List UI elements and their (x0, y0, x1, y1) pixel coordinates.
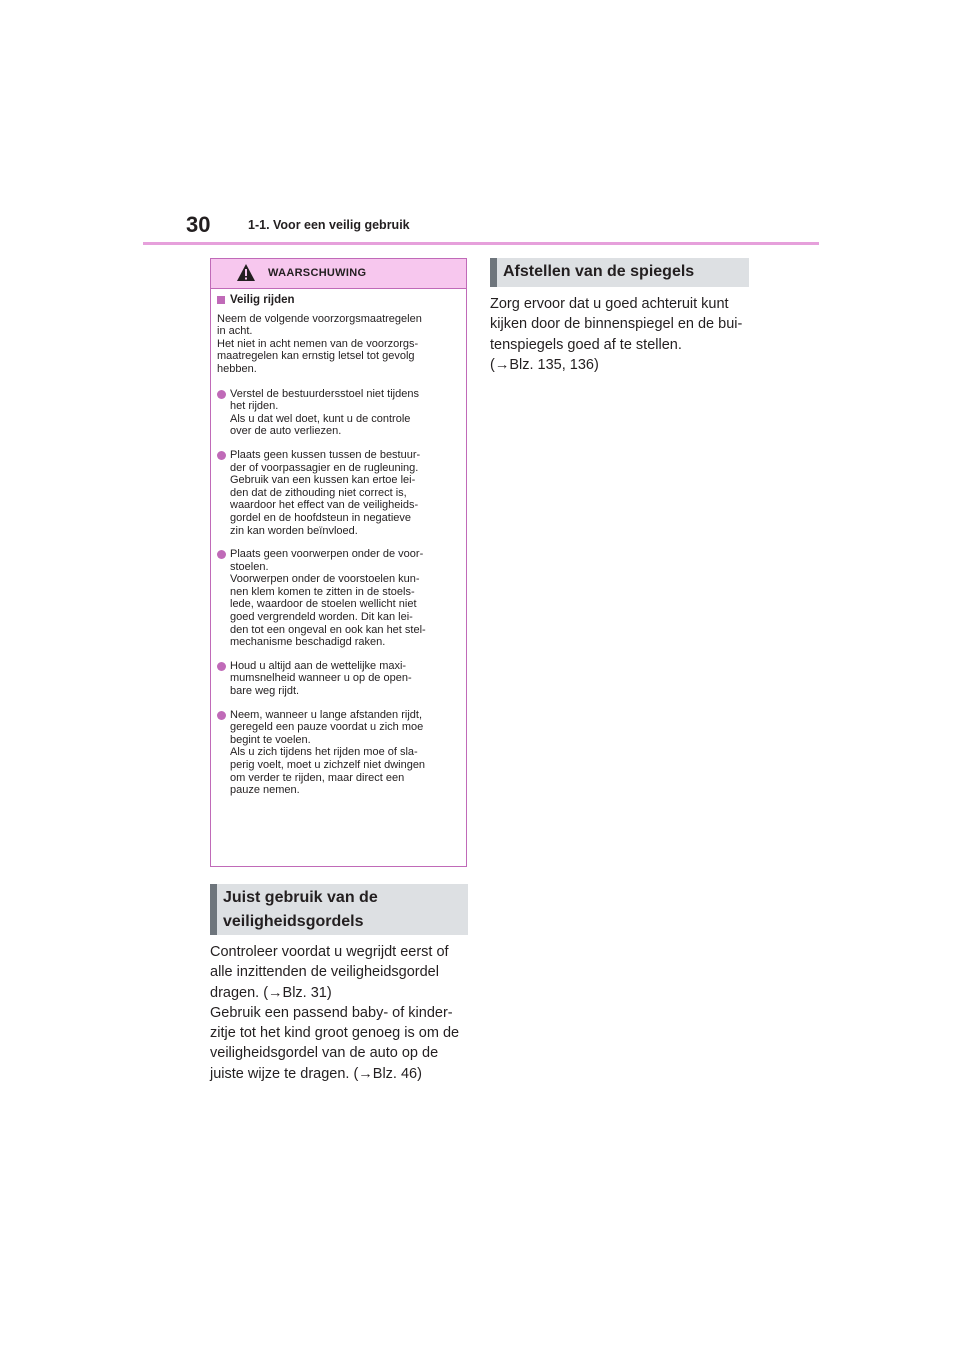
bullet-line: nen klem komen te zitten in de stoels- (230, 585, 415, 598)
bullet-line: Verstel de bestuurdersstoel niet tijdens (230, 387, 419, 400)
warning-intro-line: maatregelen kan ernstig letsel tot gevolg (217, 350, 415, 363)
warning-bullet (217, 388, 460, 438)
bullet-line: Plaats geen kussen tussen de bestuur- (230, 448, 421, 461)
bullet-line: Als u zich tijdens het rijden moe of sla- (230, 746, 418, 759)
warning-box (210, 258, 467, 867)
warning-intro-line: in acht. (217, 325, 253, 338)
bullet-line: om verder te rijden, maar direct een (230, 771, 405, 784)
bullet-line: begint te voelen. (230, 733, 311, 746)
warning-subheading-text: Veilig rijden (230, 294, 295, 306)
bullet-line: Gebruik van een kussen kan ertoe lei- (230, 474, 416, 487)
warning-bullet (217, 548, 460, 649)
bullet-dot-icon (217, 550, 226, 559)
bullet-line: lede, waardoor de stoelen wellicht niet (230, 598, 417, 611)
warning-subheading (217, 294, 460, 307)
warning-bullet (217, 449, 460, 537)
body-line: zitje tot het kind groot genoeg is om de (210, 1025, 460, 1042)
bullet-line: Als u dat wel doet, kunt u de controle (230, 412, 411, 425)
page-number: 30 (186, 212, 211, 237)
body-line: kijken door de binnenspiegel en de bui- (490, 316, 743, 333)
warning-header (211, 259, 466, 289)
bullet-line: pauze nemen. (230, 784, 300, 797)
bullet-line: goed vergrendeld worden. Dit kan lei- (230, 611, 413, 624)
seatbelt-heading-line: Juist gebruik van de (223, 889, 378, 906)
bullet-line: perig voelt, moet u zichzelf niet dwingen (230, 759, 426, 771)
body-line: alle inzittenden de veiligheidsgordel (210, 964, 439, 981)
bullet-dot-icon (217, 451, 226, 460)
body-line: Gebruik een passend baby- of kinder- (210, 1004, 453, 1021)
warning-intro (217, 313, 460, 376)
warning-bullet (217, 660, 460, 698)
bullet-line: zin kan worden beïnvloed. (230, 524, 358, 537)
header-divider (143, 242, 819, 245)
bullet-line: Plaats geen voorwerpen onder de voor- (230, 548, 424, 561)
warning-intro-line: hebben. (217, 362, 257, 375)
bullet-line: gordel en de hoofdsteun in negatieve (230, 511, 412, 524)
bullet-line: Voorwerpen onder de voorstoelen kun- (230, 573, 420, 586)
body-line: dragen. (→Blz. 31) (210, 984, 332, 1001)
body-line: Zorg ervoor dat u goed achteruit kunt (490, 296, 729, 312)
bullet-dot-icon (217, 390, 226, 399)
seatbelt-body (210, 942, 472, 1084)
bullet-line: den dat de zithouding niet correct is, (230, 486, 407, 499)
warning-intro-line: Het niet in acht nemen van de voorzorgs- (217, 337, 419, 350)
warning-title: WAARSCHUWING (268, 267, 367, 279)
bullet-line: het rijden. (230, 400, 279, 413)
bullet-line: den tot een ongeval en ook kan het stel- (230, 623, 426, 636)
body-line: veiligheidsgordel van de auto op de (210, 1045, 439, 1062)
body-line: juiste wijze te dragen. (→Blz. 46) (210, 1065, 422, 1082)
warning-intro-line: Neem de volgende voorzorgsmaatregelen (217, 312, 422, 325)
bullet-line: Houd u altijd aan de wettelijke maxi- (230, 659, 407, 672)
bullet-line: geregeld een pauze voordat u zich moe (230, 721, 424, 734)
bullet-dot-icon (217, 662, 226, 671)
body-line: tenspiegels goed af te stellen. (490, 336, 682, 353)
mirrors-body (490, 294, 752, 375)
seatbelt-heading (210, 884, 468, 935)
bullet-dot-icon (217, 711, 226, 720)
bullet-line: waardoor het effect van de veiligheids- (230, 499, 419, 512)
body-line: Controleer voordat u wegrijdt eerst of (210, 944, 449, 960)
bullet-line: Neem, wanneer u lange afstanden rijdt, (230, 708, 423, 721)
bullet-line: mumsnelheid wanneer u op de open- (230, 672, 412, 685)
seatbelt-heading-line: veiligheidsgordels (223, 913, 364, 930)
warning-icon (236, 263, 256, 282)
mirrors-heading: Afstellen van de spiegels (490, 258, 749, 287)
bullet-line: der of voorpassagier en de rugleuning. (230, 461, 419, 474)
bullet-line: bare weg rijdt. (230, 685, 300, 698)
bullet-line: mechanisme beschadigd raken. (230, 636, 386, 649)
bullet-line: over de auto verliezen. (230, 425, 342, 438)
body-line: (→Blz. 135, 136) (490, 356, 599, 373)
warning-body (211, 289, 466, 797)
square-bullet-icon (217, 296, 225, 304)
section-title: 1-1. Voor een veilig gebruik (248, 218, 410, 232)
warning-bullet (217, 709, 460, 797)
bullet-line: stoelen. (230, 560, 269, 573)
